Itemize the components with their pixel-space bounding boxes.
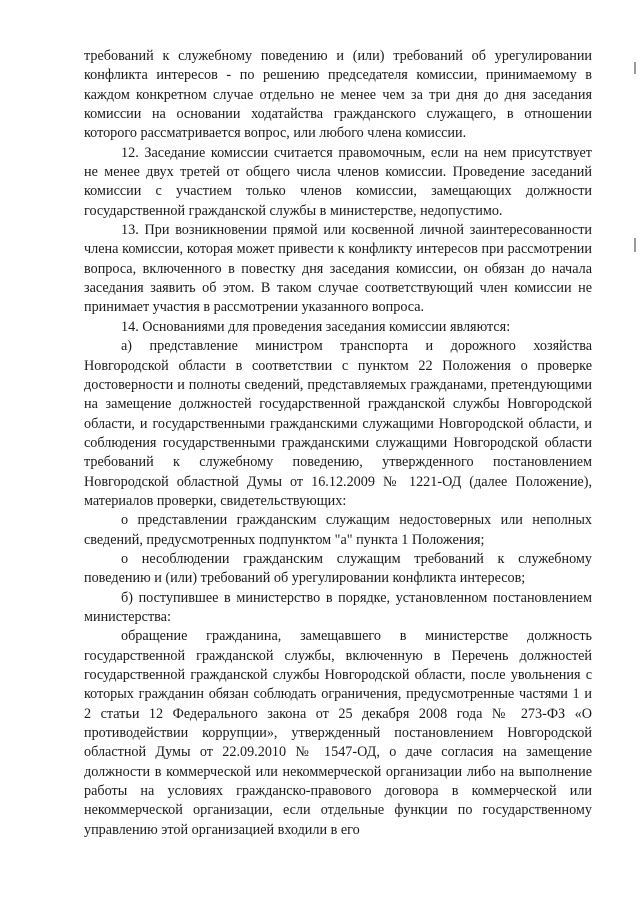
- paragraph-subitem-a-2: о несоблюдении гражданским служащим требований к служебному поведению и (или) требований об урегулировании конфликта интересов;: [84, 550, 592, 587]
- paragraph-item-13: 13. При возникновении прямой или косвенной личной заинтересованности члена комиссии, которая может привести к конфликту интересов при рассмотрении вопроса, включенного в повестку дня заседания комиссии, он обязан до начала заседания заявить об этом. В таком случае соответствующий член комиссии не принимает участия в рассмотрении указанного вопроса.: [84, 222, 592, 316]
- paragraph-item-14: 14. Основаниями для проведения заседания комиссии являются:: [121, 318, 511, 335]
- scan-edge-mark-top: [634, 62, 636, 74]
- paragraph-subitem-b: б) поступившее в министерство в порядке, установленном постановлением министерства:: [84, 589, 592, 625]
- scan-edge-mark-middle: [634, 238, 636, 252]
- paragraph-item-12: 12. Заседание комиссии считается правомочным, если на нем присутствует не менее двух третей от общего числа членов комиссии. Проведение заседаний комиссии с участием только членов комиссии, замещающих должности государственной гражданской службы в министерстве, недопустимо.: [84, 144, 592, 219]
- paragraph-continuation: требований к служебному поведению и (или) требований об урегулировании конфликта интересов - по решению председателя комиссии, принимаемому в каждом конкретном случае отдельно не менее чем за три дня до дня заседания комиссии на основании ходатайства гражданского служащего, в отношении которого рассматривается вопрос, или любого члена комиссии.: [84, 48, 592, 142]
- paragraph-subitem-a-1: о представлении гражданским служащим недостоверных или неполных сведений, предусмотренных подпунктом "а" пункта 1 Положения;: [84, 512, 592, 548]
- paragraph-subitem-a: а) представление министром транспорта и дорожного хозяйства Новгородской области в соответствии с пунктом 22 Положения о проверке достоверности и полноты сведений, представляемых гражданами, претендующими на замещение должностей государственной гражданской службы Новгородской области, и государственными гражданскими служащими Новгородской области, и соблюдения государственными гражданскими служащими Новгородской области требований к служебному поведению, утвержденного постановлением Новгородской областной Думы от 16.12.2009 № 1221-ОД (далее Положение), материалов проверки, свидетельствующих:: [84, 338, 592, 509]
- paragraph-subitem-b-1: обращение гражданина, замещавшего в министерстве должность государственной гражданской службы, включенную в Перечень должностей государственной гражданской службы Новгородской области, после увольнения с которых гражданин обязан соблюдать ограничения, предусмотренные частями 1 и 2 статьи 12 Федерального закона от 25 декабря 2008 года № 273-ФЗ «О противодействии коррупции», утвержденный постановлением Новгородской областной Думы от 22.09.2010 № 1547-ОД, о даче согласия на замещение должности в коммерческой или некоммерческой организации либо на выполнение работы на условиях гражданско-правового договора в коммерческой или некоммерческой организации, если отдельные функции по государственному управлению этой организацией входили в его: [84, 628, 592, 838]
- document-body: [84, 47, 592, 840]
